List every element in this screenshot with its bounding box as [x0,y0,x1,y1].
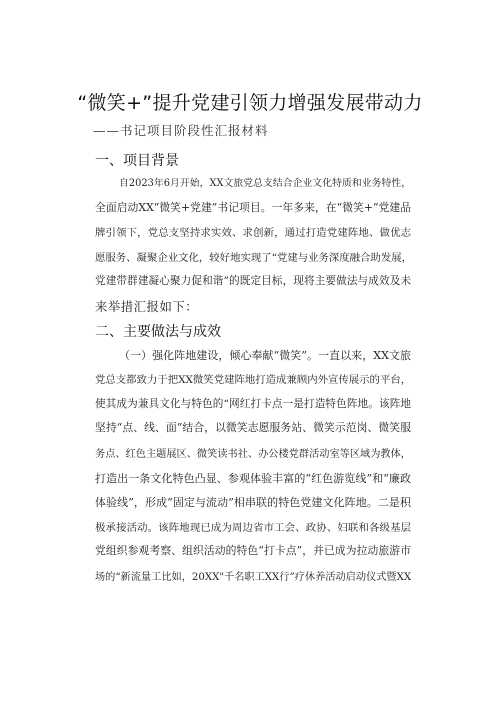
paragraph-line: 全面启动XX“微笑+党建”书记项目。一年多来，在“微笑+”党建品 [95,201,411,214]
paragraph-line: 使其成为兼具文化与特色的“网红打卡点一是打造特色阵地。该阵地 [95,398,411,410]
document-subtitle: ——书记项目阶段性汇报材料 [93,123,269,138]
paragraph-line: （一）强化阵地建设，倾心奉献“微笑”。一直以来，XX文旅 [119,349,411,362]
paragraph-line: 愿服务、凝聚企业文化，较好地实现了“党建与业务深度融合助发展， [95,252,413,264]
paragraph-line: 坚持“点、线、面”结合，以微笑志愿服务站、微笑示范岗、微笑服 [95,421,411,434]
paragraph-line: 党建带群建凝心聚力促和谐”的既定目标，现将主要做法与成效及未 [95,275,411,287]
section-heading: 二、主要做法与成效 [95,324,221,340]
paragraph-line: 打造出一条文化特色凸显、参观体验丰富的“红色游览线”和“廉政 [95,472,411,485]
paragraph-line: 党总支都致力于把XX微笑党建阵地打造成兼顾内外宣传展示的平台， [95,374,412,386]
section-heading: 一、项目背景 [95,153,179,169]
paragraph-line: 自2023年6月开始，XX文旅党总支结合企业文化特质和业务特性， [119,178,411,189]
paragraph-line: 来举措汇报如下： [95,299,199,314]
paragraph-line: 务点、红色主题展区、微笑读书社、办公楼党群活动室等区域为教体， [95,449,411,460]
paragraph-line: 场的“新流量工比如，20XX"千名职工XX行”疗休养活动启动仪式暨XX [95,572,412,583]
paragraph-line: 党组织参观考察、组织活动的特色“打卡点”，并已成为拉动旅游市 [95,544,411,557]
document-title: “微笑+”提升党建引领力增强发展带动力 [77,92,423,114]
paragraph-line: 牌引领下，党总支坚持求实效、求创新，通过打造党建阵地、做优志 [95,227,411,239]
paragraph-line: 体验线”，形成“固定与流动”相串联的特色党建文化阵地。二是积 [95,496,411,509]
paragraph-line: 极承接活动。该阵地现已成为周边省市工会、政协、妇联和各级基层 [95,522,411,534]
